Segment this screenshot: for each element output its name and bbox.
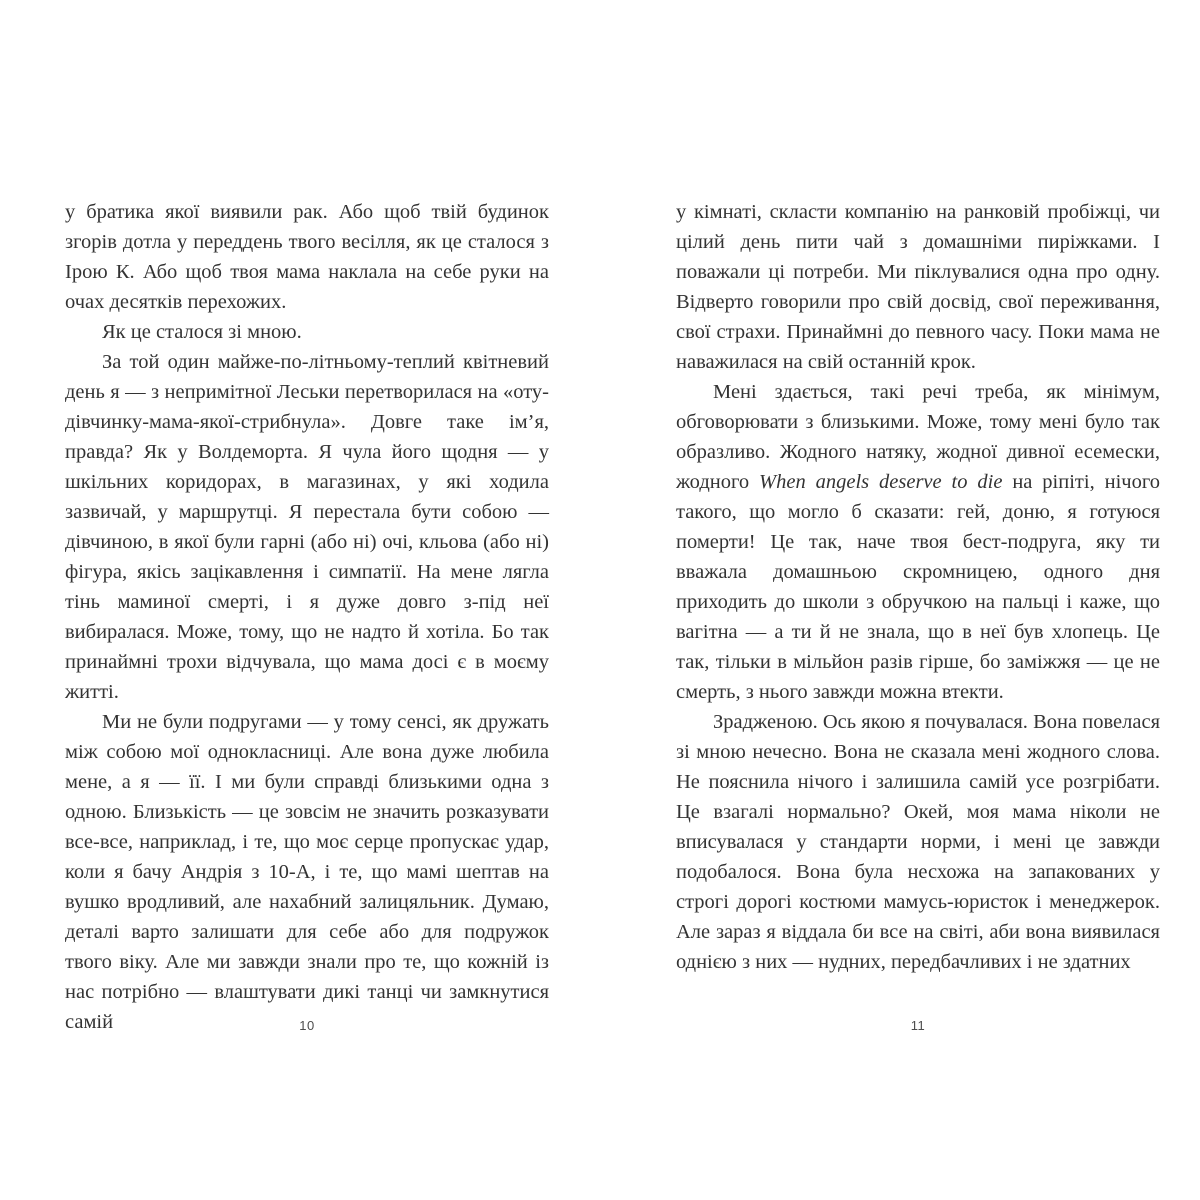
paragraph: Зрадженою. Ось якою я почувалася. Вона повелася зі мною нечесно. Вона не сказала мені жодного слова. Не пояснила нічого і залишила самій усе розгрібати. Це взагалі нормально? Окей, моя мама ніколи не вписувалася у стандарти норми, і мені це завжди подобалося. Вона була несхожа на запакованих у строгі дорогі костюми мамусь-юристок і менеджерок. Але зараз я віддала би все на світі, аби вона виявилася однією з них — нудних, передбачливих і не здатних: [676, 711, 1160, 973]
paragraph: За той один майже-по-літньому-теплий квітневий день я — з непримітної Леськи перетворилася на «оту-дівчинку-мама-якої-стрибнула». Довге таке ім’я, правда? Як у Волдеморта. Я чула його щодня — у шкільних коридорах, в магазинах, у які ходила зазвичай, у маршрутці. Я перестала бути собою — дівчиною, в якої були гарні (або ні) очі, кльова (або ні) фігура, якісь зацікавлення і симпатії. На мене лягла тінь маминої смерті, і я дуже довго з-під неї вибиралася. Може, тому, що не надто й хотіла. Бо так принаймні трохи відчувала, що мама досі є в моєму житті.: [65, 351, 549, 703]
paragraph-segment: Мені здається, такі речі треба, як мінімум, обговорювати з близькими. Може, тому мені було так образливо. Жодного натяку, жодної дивної есемески, жодного: [676, 381, 1160, 493]
left-page-text: [65, 197, 549, 1037]
right-page-text: [676, 197, 1160, 977]
right-page-number: 11: [910, 1018, 926, 1033]
paragraph-continuation: у братика якої виявили рак. Або щоб твій будинок згорів дотла у переддень твого весілля, як це сталося з Ірою К. Або щоб твоя мама наклала на себе руки на очах десятків перехожих.: [65, 201, 549, 313]
left-page-number: 10: [299, 1018, 315, 1033]
paragraph-with-song-title: [676, 377, 1160, 707]
song-title-italic: When angels deserve to die: [759, 471, 1003, 493]
paragraph-segment: на ріпіті, нічого такого, що могло б сказати: гей, доню, я готуюся померти! Це так, наче твоя бест-подруга, яку ти вважала домашньою скромницею, одного дня приходить до школи з обручкою на пальці і каже, що вагітна — а ти й не знала, що в неї був хлопець. Це так, тільки в мільйон разів гірше, бо заміжжя — це не смерть, з нього завжди можна втекти.: [676, 471, 1160, 703]
paragraph-continuation: у кімнаті, скласти компанію на ранковій пробіжці, чи цілий день пити чай з домашніми пиріжками. І поважали ці потреби. Ми піклувалися одна про одну. Відверто говорили про свій досвід, свої переживання, свої страхи. Принаймні до певного часу. Поки мама не наважилася на свій останній крок.: [676, 201, 1160, 373]
paragraph: Ми не були подругами — у тому сенсі, як дружать між собою мої однокласниці. Але вона дуже любила мене, а я — її. І ми були справді близькими одна з одною. Близькість — це зовсім не значить розказувати все-все, наприклад, і те, що моє серце пропускає удар, коли я бачу Андрія з 10-А, і те, що мамі шептав на вушко вродливий, але нахабний залицяльник. Думаю, деталі варто залишати для себе або для подружок твого віку. Але ми завжди знали про те, що кожній із нас потрібно — влаштувати дикі танці чи замкнутися самій: [65, 711, 549, 1033]
paragraph: Як це сталося зі мною.: [102, 321, 302, 343]
